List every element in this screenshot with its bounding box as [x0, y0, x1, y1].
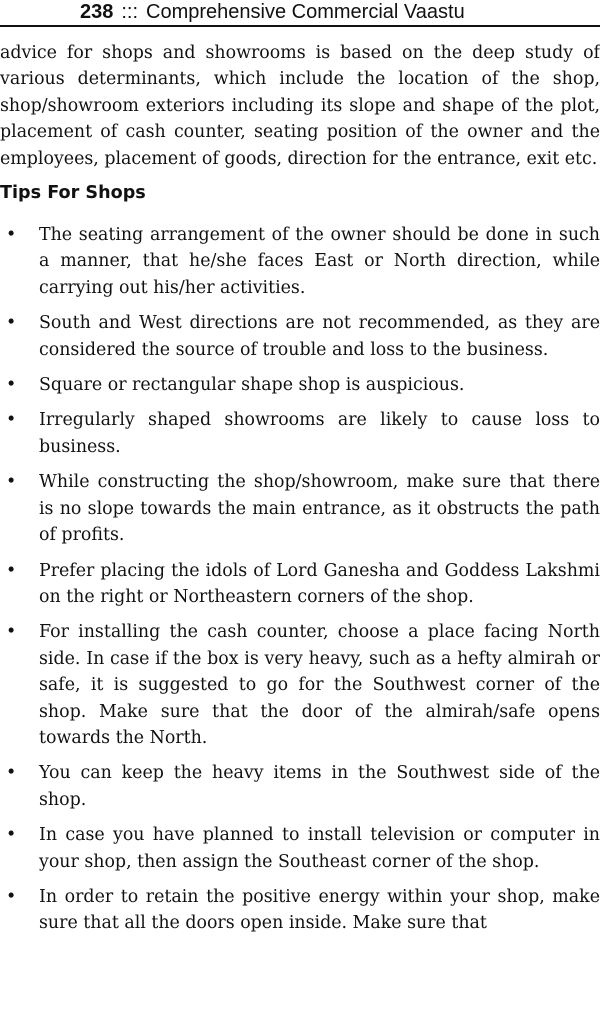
- tip-text: You can keep the heavy items in the Southwest side of the shop.: [39, 763, 600, 810]
- tip-text: While constructing the shop/showroom, make sure that there is no slope towards the main entrance, as it obstructs the path of profits.: [39, 472, 600, 546]
- section-heading: Tips For Shops: [0, 183, 146, 204]
- tip-text: Prefer placing the idols of Lord Ganesha and Goddess Lakshmi on the right or Northeastern corners of the shop.: [39, 560, 600, 607]
- bullet-icon: •: [6, 313, 17, 334]
- tip-item: [0, 407, 600, 460]
- tip-text: Irregularly shaped showrooms are likely to cause loss to business.: [39, 410, 600, 457]
- tip-item: [0, 822, 600, 875]
- book-title: Comprehensive Commercial Vaastu: [146, 1, 465, 23]
- tip-item: [0, 884, 600, 937]
- tip-item: [0, 372, 600, 398]
- tip-item: [0, 558, 600, 611]
- bullet-icon: •: [6, 472, 17, 493]
- bullet-icon: •: [6, 886, 17, 907]
- page-body: [0, 40, 600, 946]
- bullet-icon: •: [6, 763, 17, 784]
- tip-text: In case you have planned to install television or computer in your shop, then assign the Southeast corner of the shop.: [39, 825, 600, 872]
- tip-item: [0, 619, 600, 751]
- header-rule: [0, 25, 600, 27]
- tip-text: For installing the cash counter, choose a place facing North side. In case if the box is very heavy, such as a hefty almirah or safe, it is suggested to go for the Southwest corner of the shop. Make sure that the door of the almirah/safe opens towards the North.: [39, 622, 600, 748]
- page-number: 238: [80, 1, 114, 23]
- tip-text: In order to retain the positive energy within your shop, make sure that all the doors open inside. Make sure that: [39, 886, 600, 934]
- tip-item: [0, 222, 600, 301]
- tip-item: [0, 469, 600, 548]
- tip-text: South and West directions are not recommended, as they are considered the source of trouble and loss to the business.: [39, 313, 600, 360]
- running-header: [0, 0, 600, 28]
- tip-text: Square or rectangular shape shop is auspicious.: [39, 375, 465, 396]
- bullet-icon: •: [6, 825, 17, 846]
- running-header-text: [80, 0, 465, 24]
- bullet-icon: •: [6, 225, 17, 246]
- bullet-icon: •: [6, 560, 17, 581]
- header-separator: :::: [121, 1, 139, 23]
- intro-paragraph: advice for shops and showrooms is based on the deep study of various determinants, which include the location of the shop, shop/showroom exteriors including its slope and shape of the plot, placement of cash counter, seating position of the owner and the employees, placement of goods, direction for the entrance, exit etc.: [0, 43, 600, 169]
- tips-list: [0, 222, 600, 937]
- bullet-icon: •: [6, 410, 17, 431]
- bullet-icon: •: [6, 622, 17, 643]
- bullet-icon: •: [6, 375, 17, 396]
- tip-item: [0, 310, 600, 363]
- tip-text: The seating arrangement of the owner should be done in such a manner, that he/she faces East or North direction, while carrying out his/her activities.: [39, 225, 600, 298]
- tip-item: [0, 760, 600, 813]
